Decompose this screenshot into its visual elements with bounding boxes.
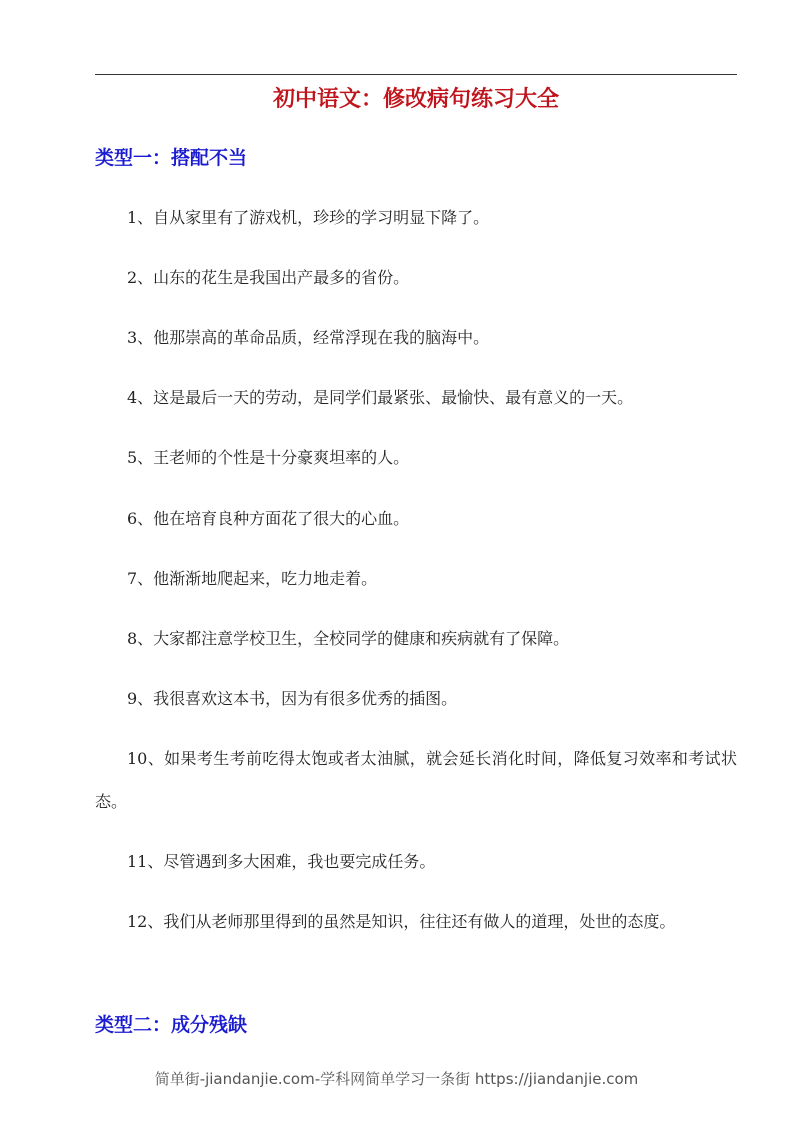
list-item: 7、他渐渐地爬起来，吃力地走着。: [127, 569, 378, 588]
list-item: 6、他在培育良种方面花了很大的心血。: [127, 509, 410, 528]
list-item: 11、尽管遇到多大困难，我也要完成任务。: [127, 852, 436, 871]
footer-watermark: 简单街-jiandanjie.com-学科网简单学习一条街 https://jiandanjie.com: [154, 1070, 639, 1088]
list-item: 9、我很喜欢这本书，因为有很多优秀的插图。: [127, 689, 458, 708]
list-item: 8、大家都注意学校卫生，全校同学的健康和疾病就有了保障。: [127, 629, 570, 648]
list-item: 2、山东的花生是我国出产最多的省份。: [127, 268, 410, 287]
header-rule: [95, 74, 737, 75]
section-heading-2: 类型二：成分残缺: [95, 1014, 248, 1036]
list-item: 5、王老师的个性是十分豪爽坦率的人。: [127, 448, 410, 467]
list-item: 1、自从家里有了游戏机，珍珍的学习明显下降了。: [127, 208, 490, 227]
list-item: 3、他那崇高的革命品质，经常浮现在我的脑海中。: [127, 328, 490, 347]
list-item: 4、这是最后一天的劳动，是同学们最紧张、最愉快、最有意义的一天。: [127, 388, 634, 407]
list-item: 10、如果考生考前吃得太饱或者太油腻，就会延长消化时间，降低复习效率和考试状态。: [95, 749, 737, 811]
section-heading-1: 类型一：搭配不当: [95, 147, 248, 169]
list-item: 12、我们从老师那里得到的虽然是知识，往往还有做人的道理，处世的态度。: [127, 912, 676, 931]
document-title: 初中语文：修改病句练习大全: [272, 86, 559, 112]
